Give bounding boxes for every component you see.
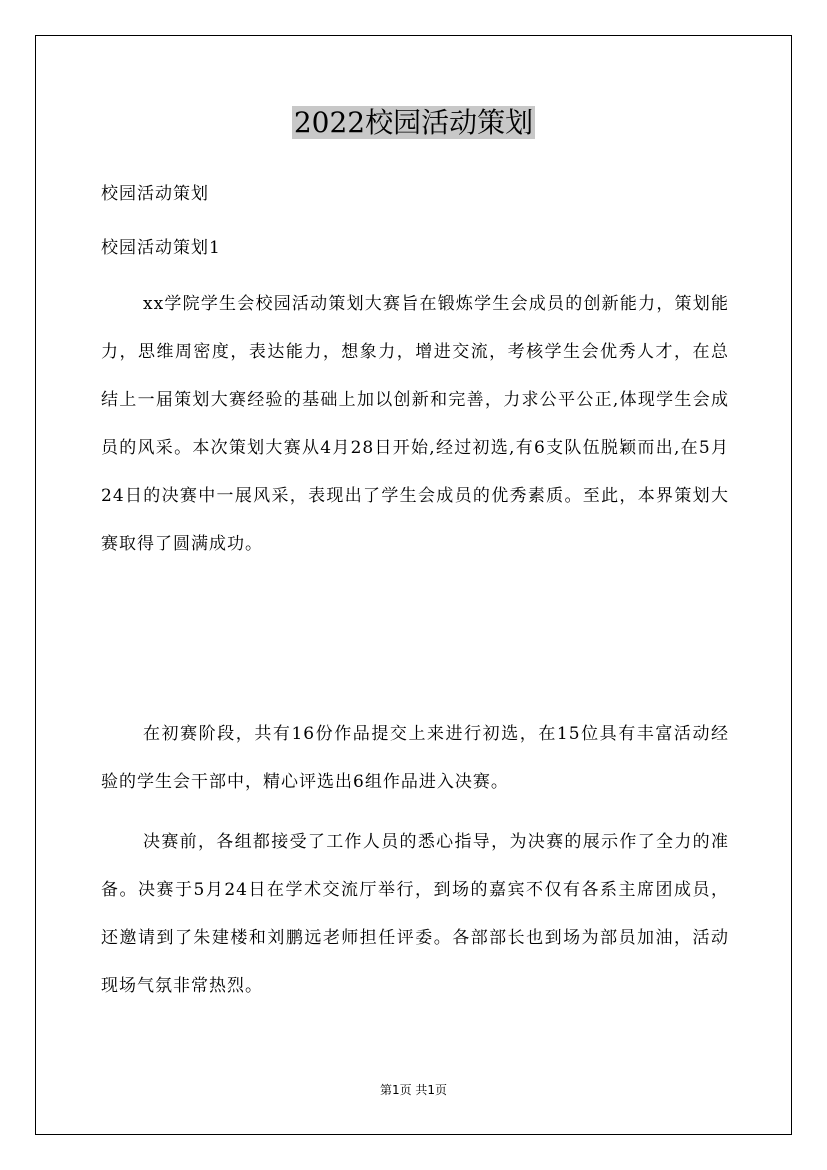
paragraph-1: xx学院学生会校园活动策划大赛旨在锻炼学生会成员的创新能力，策划能力，思维周密度，表达能力，想象力，增进交流，考核学生会优秀人才，在总结上一届策划大赛经验的基础上加以创新和完善，力求公平公正,体现学生会成员的风采。本次策划大赛从4月28日开始,经过初选,有6支队伍脱颖而出,在5月24日的决赛中一展风采，表现出了学生会成员的优秀素质。至此，本界策划大赛取得了圆满成功。 — [101, 294, 729, 554]
subtitle-line-1: 校园活动策划 — [101, 184, 209, 204]
document-title — [0, 103, 827, 143]
document-title-text: 2022校园活动策划 — [293, 106, 534, 139]
paragraph-2: 在初赛阶段，共有16份作品提交上来进行初选，在15位具有丰富活动经验的学生会干部中，精心评选出6组作品进入决赛。 — [101, 724, 729, 792]
page-footer: 第1页 共1页 — [379, 1083, 448, 1097]
subtitle-line-2: 校园活动策划1 — [101, 238, 221, 258]
paragraph-3: 决赛前，各组都接受了工作人员的悉心指导，为决赛的展示作了全力的准备。决赛于5月24日在学术交流厅举行，到场的嘉宾不仅有各系主席团成员，还邀请到了朱建楼和刘鹏远老师担任评委。各部部长也到场为部员加油，活动现场气氛非常热烈。 — [101, 832, 729, 996]
